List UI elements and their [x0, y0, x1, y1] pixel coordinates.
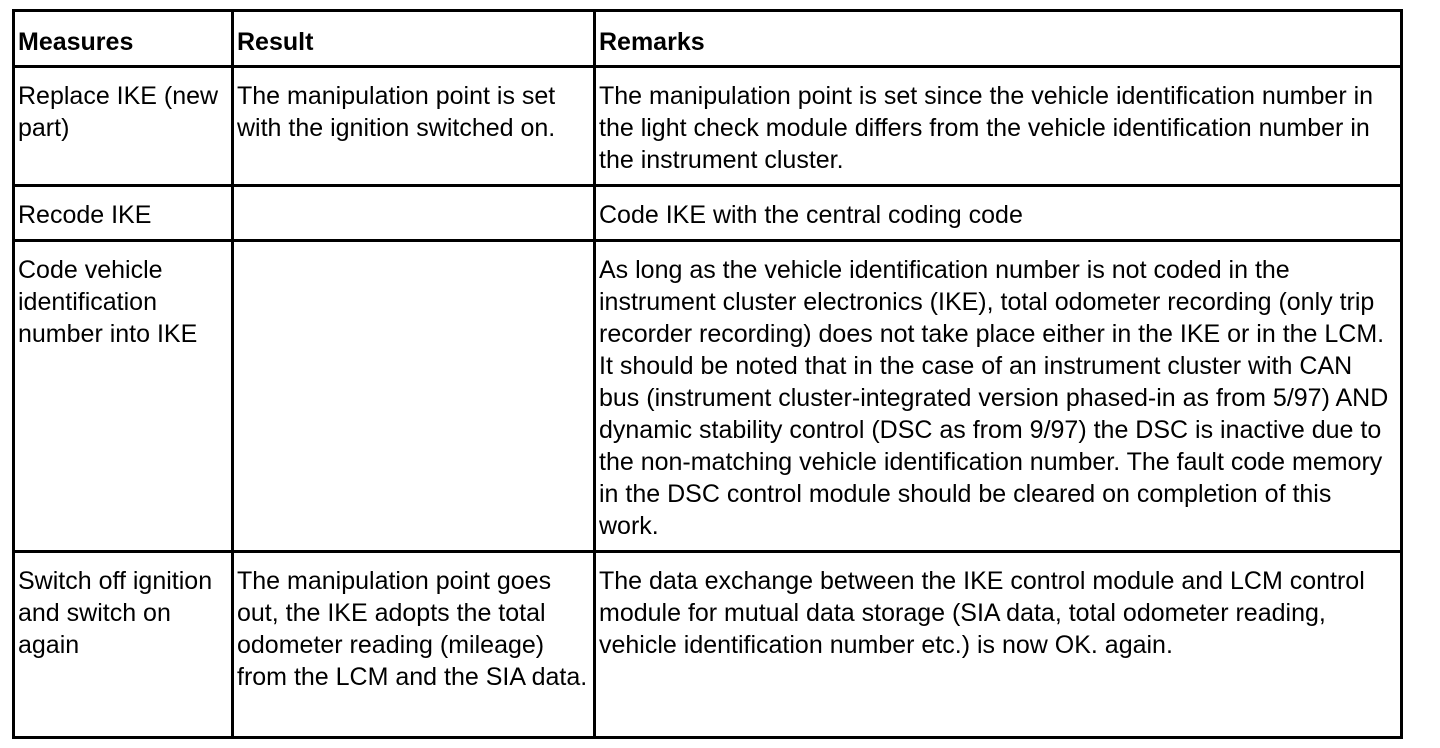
measure-cell: Replace IKE (new part) [14, 67, 233, 186]
result-cell: The manipulation point goes out, the IKE adopts the total odometer reading (mileage) from the LCM and the SIA data. [233, 552, 595, 738]
result-cell [233, 186, 595, 241]
header-result: Result [233, 11, 595, 67]
header-remarks: Remarks [595, 11, 1402, 67]
table-header-row [14, 11, 1402, 67]
measure-cell: Switch off ignition and switch on again [14, 552, 233, 738]
header-measures: Measures [14, 11, 233, 67]
measure-cell: Code vehicle identification number into IKE [14, 241, 233, 552]
table-row [14, 552, 1402, 738]
table-row [14, 241, 1402, 552]
remarks-cell: The manipulation point is set since the vehicle identification number in the light check module differs from the vehicle identification number in the instrument cluster. [595, 67, 1402, 186]
result-cell [233, 241, 595, 552]
remarks-cell: The data exchange between the IKE control module and LCM control module for mutual data storage (SIA data, total odometer reading, vehicle identification number etc.) is now OK. again. [595, 552, 1402, 738]
result-cell: The manipulation point is set with the ignition switched on. [233, 67, 595, 186]
table-row [14, 67, 1402, 186]
remarks-cell: As long as the vehicle identification number is not coded in the instrument cluster electronics (IKE), total odometer recording (only trip recorder recording) does not take place either in the IKE or in the LCM. It should be noted that in the case of an instrument cluster with CAN bus (instrument cluster-integrated version phased-in as from 5/97) AND dynamic stability control (DSC as from 9/97) the DSC is inactive due to the non-matching vehicle identification number. The fault code memory in the DSC control module should be cleared on completion of this work. [595, 241, 1402, 552]
table-row [14, 186, 1402, 241]
measure-cell: Recode IKE [14, 186, 233, 241]
remarks-cell: Code IKE with the central coding code [595, 186, 1402, 241]
measures-table [12, 9, 1403, 739]
